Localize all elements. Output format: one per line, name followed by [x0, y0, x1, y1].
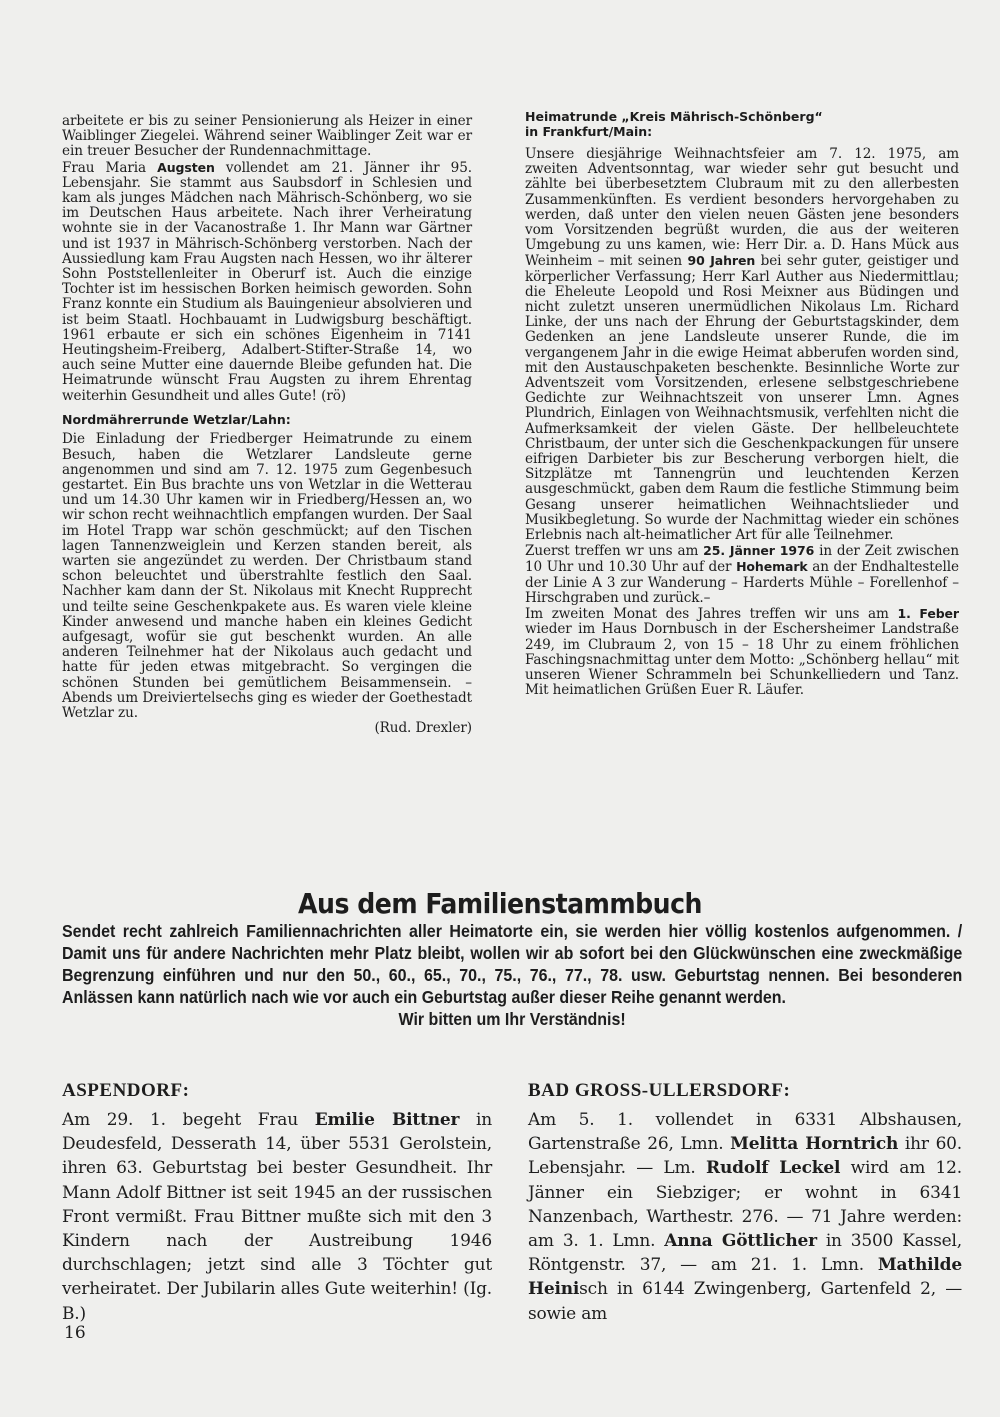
- wetzlar-heading: Nordmährerrunde Wetzlar/Lahn:: [62, 411, 291, 427]
- gross-ullersdorf-section: [528, 1080, 962, 1326]
- augsten-paragraph: [62, 160, 472, 404]
- gross-ullersdorf-heading: BAD GROSS-ULLERSDORF:: [528, 1080, 791, 1101]
- intro-paragraph: arbeitete er bis zu seiner Pensionierung als Heizer in einer Waiblinger Ziegelei. Während seiner Waiblinger Zeit war er ein treuer Besucher der Rundennachmittage.: [62, 113, 472, 160]
- left-column: [62, 114, 472, 736]
- aspendorf-section: [62, 1080, 492, 1326]
- aspendorf-name: Emilie Bittner: [314, 1110, 460, 1130]
- aspendorf-text-1: Am 29. 1. begeht Frau: [62, 1110, 315, 1130]
- p2-text-c: an der Endhaltestelle der Linie A 3 zur Wanderung – Harderts Mühle – Forellenhof – Hirschgraben und zurück.–: [525, 559, 959, 606]
- frankfurt-paragraph-2: [525, 543, 959, 606]
- p1-text-a: Unsere diesjährige Weihnachtsfeier am 7. 12. 1975, am zweiten Adventsonntag, war wieder sehr gut besucht und zählte bei überbesetztem Clubraum mit zu den allerbesten Zusammenkünften. Es verdient besonders hervorgehaben zu werden, daß unter den vielen neuen Gästen jene besonders vom Vorsitzenden begrüßt wurden, die aus der weiteren Umgebung zu uns kamen, wie: Herr Dir. a. D. Hans Mück aus Weinheim – mit seinen: [525, 146, 959, 270]
- frankfurt-heading-2: in Frankfurt/Main:: [525, 123, 653, 139]
- p1-text-b: bei sehr guter, geistiger und körperlicher Verfassung; Herr Karl Auther aus Niedermittlau; die Eheleute Leopold und Rosi Meixner aus Büdingen und nicht zuletzt unseren unermüdlichen Nikolaus Lm. Richard Linke, der uns nach der Ehrung der Geburtstagskinder, dem Gedenken an jene Landsleute unserer Runde, die im vergangenem Jahr in die ewige Heimat abberufen worden sind, mit den Austauschpaketen beschenkte. Besinnliche Worte zur Adventszeit vom Vorsitzenden, erlesene selbstgeschriebene Gedichte zur Weihnachtszeit von unserer Lmn. Agnes Plundrich, Einlagen von Weihnachtsmusik, verfehlten nicht die Aufmerksamkeit der vielen Gäste. Der hellbeleuchtete Christbaum, der unter sich die Geschenkpackungen für unsere eifrigen Darbieter bis zur Bescherung verborgen hielt, die Sitzplätze mt Tannengrün und leuchtenden Kerzen ausgeschmückt, gaben dem Raum die festliche Stimmung beim Gesang unserer heimatlichen Weihnachtslieder und Musikbegletung. So wurde der Nachmittag wieder ein schönes Erlebnis nach alt-heimatlicher Art für alle Teilnehmer.: [525, 253, 959, 544]
- p3-date: 1. Feber: [897, 606, 959, 622]
- p3-text-b: wieder im Haus Dornbusch in der Eschersheimer Landstraße 249, im Clubraum 2, von 15 – 18 Uhr zu einem fröhlichen Faschingsnachmittag unter dem Motto: „Schönberg hellau“ mit unseren Wiener Schrammeln bei Schunkelliedern und Tanz. Mit heimatlichen Grüßen Euer R. Läufer.: [525, 621, 959, 699]
- wetzlar-signature: (Rud. Drexler): [374, 720, 472, 737]
- p2-text-a: Zuerst treffen wr uns am: [525, 543, 704, 560]
- frankfurt-paragraph-3: [525, 606, 959, 698]
- gu-text-4: in 3500 Kassel, Röntgenstr. 37, — am 21. 1. Lmn.: [528, 1231, 962, 1276]
- page-number: 16: [64, 1323, 86, 1343]
- p2-text-b: in der Zeit zwischen 10 Uhr und 10.30 Uhr auf der: [525, 543, 959, 576]
- gu-name-1: Melitta Horntrich: [730, 1134, 899, 1155]
- gu-text-2: ihr 60. Lebensjahr. — Lm.: [528, 1134, 963, 1179]
- frankfurt-paragraph-1: [525, 147, 959, 543]
- p1-bold: 90 Jahren: [687, 253, 756, 269]
- frankfurt-heading-1: Heimatrunde „Kreis Mährisch-Schönberg“: [525, 109, 823, 124]
- augsten-name: Augsten: [157, 159, 215, 175]
- gu-name-2: Rudolf Leckel: [706, 1158, 841, 1179]
- augsten-text: vollendet am 21. Jänner ihr 95. Lebensjahr. Sie stammt aus Saubsdorf in Schlesien und kam als junges Mädchen nach Mährisch-Schönberg, wo sie im Deutschen Haus arbeitete. Nach ihrer Verheiratung wohnte sie in der Vacanostraße 1. Ihr Mann war Gärtner und ist 1937 in Mährisch-Schönberg verstorben. Nach der Aussiedlung kam Frau Augsten nach Hessen, wo ihr älterer Sohn Poststellenleiter in Oberurf ist. Auch die einzige Tochter ist im hessischen Borken heimisch geworden. Sohn Franz konnte ein Studium als Bauingenieur absolvieren und ist beim Staatl. Hochbauamt in Ludwigsburg beschäftigt. 1961 erbaute er sich ein schönes Eigenheim in 7141 Heutingsheim-Freiberg, Adalbert-Stifter-Straße 14, wo auch seine Mutter eine dauernde Bleibe gefunden hat. Die Heimatrunde wünscht Frau Augsten zu ihrem Ehrentag weiterhin Gesundheit und alles Gute! (rö): [62, 159, 472, 404]
- family-notice: [62, 920, 962, 1030]
- aspendorf-paragraph: [62, 1108, 492, 1326]
- gu-text-5: sch in 6144 Zwingenberg, Gartenfeld 2, — sowie am: [528, 1279, 962, 1324]
- gu-name-3: Anna Göttlicher: [664, 1231, 817, 1252]
- gross-ullersdorf-paragraph: [528, 1108, 962, 1326]
- family-section-title: Aus dem Familienstammbuch: [298, 887, 702, 920]
- gu-text-3: wird am 12. Jänner ein Siebziger; er wohnt in 6341 Nanzenbach, Warthestr. 276. — 71 Jahre werden: am 3. 1. Lmn.: [528, 1158, 962, 1252]
- augsten-pre: Frau Maria: [62, 159, 158, 176]
- notice-last-line: Wir bitten um Ihr Verständnis!: [398, 1009, 626, 1029]
- wetzlar-paragraph: Die Einladung der Friedberger Heimatrunde zu einem Besuch, haben die Wetzlarer Landsleute gerne angenommen und sind am 7. 12. 1975 zum Gegenbesuch gestartet. Ein Bus brachte uns von Wetzlar in die Wetterau und um 14.30 Uhr kamen wir in Friedberg/Hessen an, wo wir schon recht weihnachtlich empfangen wurden. Der Saal im Hotel Trapp war schön geschmückt; auf den Tischen lagen Tannenzweiglein und Kerzen standen bereit, als warten sie angezündet zu werden. Der Christbaum stand schon beleuchtet und überstrahlte festlich den Saal. Nachher kam dann der St. Nikolaus mit Knecht Rupprecht und teilte seine Geschenkpakete aus. Es waren viele kleine Kinder anwesend und manche haben ein kleines Gedicht aufgesagt, wofür sie gut beschenkt wurden. An alle anderen Teilnehmer hat der Nikolaus auch gedacht und hatte für jeden etwas mitgebracht. So vergingen die schönen Stunden bei gemütlichem Beisammensein. – Abends um Dreiviertelsechs ging es wieder der Goethestadt Wetzlar zu.: [62, 431, 472, 722]
- aspendorf-heading: ASPENDORF:: [62, 1080, 190, 1101]
- gu-text-1: Am 5. 1. vollendet in 6331 Albshausen, Gartenstraße 26, Lmn.: [528, 1110, 962, 1155]
- p3-text-a: Im zweiten Monat des Jahres treffen wir uns am: [525, 606, 898, 623]
- notice-text: Sendet recht zahlreich Familiennachrichten aller Heimatorte ein, sie werden hier völlig kostenlos aufgenommen. / Damit uns für andere Nachrichten mehr Platz bleibt, wollen wir ab sofort bei den Glückwünschen eine zweckmäßige Begrenzung einführen und nur den 50., 60., 65., 70., 75., 76., 77., 78. usw. Geburtstag nennen. Bei besonderen Anlässen kann natürlich nach wie vor auch ein Geburtstag außer dieser Reihe genannt werden.: [62, 921, 963, 1007]
- p2-date: 25. Jänner 1976: [703, 543, 815, 559]
- right-column: [525, 110, 959, 698]
- gu-name-4: Mathilde Heini: [528, 1255, 962, 1300]
- p2-place: Hohemark: [736, 559, 808, 575]
- aspendorf-text-2: in Deudesfeld, Desserath 14, über 5531 Gerolstein, ihren 63. Geburtstag bei bester Gesundheit. Ihr Mann Adolf Bittner ist seit 1945 an der russischen Front vermißt. Frau Bittner mußte sich mit den 3 Kindern nach der Austreibung 1946 durchschlagen; jetzt sind alle 3 Töchter gut verheiratet. Der Jubilarin alles Gute weiterhin! (Ig. B.): [62, 1110, 492, 1324]
